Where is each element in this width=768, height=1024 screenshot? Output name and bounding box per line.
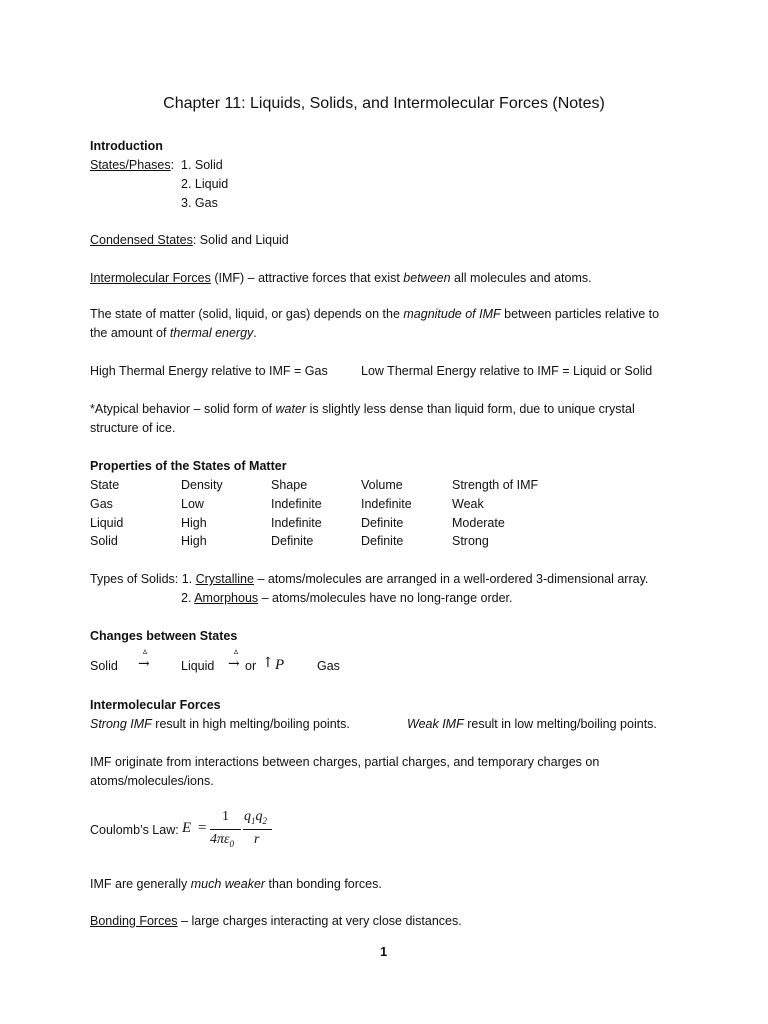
table-header-shape: Shape [271, 478, 308, 492]
bonding-forces-text: – large charges interacting at very close distances. [177, 914, 462, 928]
bonding-forces-term: Bonding Forces [90, 914, 178, 928]
solids-amorphous-term: Amorphous [194, 591, 259, 605]
fraction-bar-2 [243, 829, 272, 830]
imf-def-text: (IMF) – attractive forces that exist [210, 271, 404, 285]
strong-imf-emph: Strong IMF [90, 717, 152, 731]
origin-line2: atoms/molecules/ions. [90, 774, 214, 788]
fraction-bar-1 [210, 829, 241, 830]
table-cell: Indefinite [271, 516, 322, 530]
coulomb-E: E [182, 820, 192, 836]
table-header-density: Density [181, 478, 223, 492]
atypical-line2: structure of ice. [90, 421, 176, 435]
change-or-label: or [245, 659, 257, 673]
imf-definition [90, 270, 592, 286]
imf-weaker-line [90, 876, 382, 892]
weak-imf-line [407, 716, 657, 732]
solids-amorphous-desc: – atoms/molecules have no long-range order. [258, 591, 513, 605]
bonding-forces-line [90, 913, 462, 929]
thermal-low: Low Thermal Energy relative to IMF = Liquid or Solid [361, 364, 653, 378]
coulomb-den1-sub: 0 [229, 838, 235, 849]
atypical-text-b: is slightly less dense than liquid form, due to unique crystal [306, 402, 635, 416]
table-cell: Moderate [452, 516, 505, 530]
state-matter-text: The state of matter (solid, liquid, or gas) depends on the [90, 307, 404, 321]
coulomb-q2: q [255, 809, 263, 824]
imf-weaker-emph: much weaker [190, 877, 266, 891]
coulomb-den1-text: 4πε [210, 832, 230, 847]
state-matter-line2 [90, 325, 257, 341]
table-cell: Solid [90, 534, 118, 548]
coulomb-q1-sub: 1 [251, 815, 256, 826]
page-number: 1 [380, 944, 388, 959]
state-item-gas: 3. Gas [181, 196, 218, 210]
coulomb-q1: q [244, 809, 251, 824]
states-phases-colon: : [170, 158, 175, 172]
table-cell: Indefinite [271, 497, 322, 511]
strong-imf-text: result in high melting/boiling points. [151, 717, 350, 731]
delta-symbol-2: Δ [234, 650, 239, 656]
state-matter-emph-2: thermal energy [169, 326, 254, 340]
table-cell: Definite [361, 516, 404, 530]
solids-prefix: Types of Solids: 1. [90, 572, 196, 586]
condensed-states-line [90, 232, 289, 248]
solids-line1 [90, 571, 648, 587]
solids-line2 [181, 590, 512, 606]
solids-crystalline-term: Crystalline [195, 572, 254, 586]
table-cell: Definite [271, 534, 314, 548]
states-phases-label [90, 157, 174, 173]
condensed-states-text: : Solid and Liquid [192, 233, 289, 247]
table-cell: Definite [361, 534, 404, 548]
table-header-state: State [90, 478, 120, 492]
weak-imf-text: result in low melting/boiling points. [463, 717, 657, 731]
table-cell: Liquid [90, 516, 124, 530]
atypical-text: *Atypical behavior – solid form of [90, 402, 276, 416]
change-solid-label: Solid [90, 659, 118, 673]
imf-term: Intermolecular Forces [90, 271, 211, 285]
page-title: Chapter 11: Liquids, Solids, and Intermolecular Forces (Notes) [163, 95, 605, 112]
strong-imf-line [90, 716, 350, 732]
state-item-liquid: 2. Liquid [181, 177, 229, 191]
condensed-states-term: Condensed States [90, 233, 193, 247]
imf-weaker-text-b: than bonding forces. [265, 877, 382, 891]
change-gas-label: Gas [317, 659, 340, 673]
table-cell: Gas [90, 497, 113, 511]
table-cell: Strong [452, 534, 489, 548]
weak-imf-emph: Weak IMF [407, 717, 464, 731]
section-heading-properties: Properties of the States of Matter [90, 459, 287, 473]
state-matter-emph: magnitude of IMF [403, 307, 501, 321]
coulomb-label: Coulomb’s Law: [90, 823, 179, 837]
up-arrow-icon: ↑ [262, 655, 274, 671]
origin-line1: IMF originate from interactions between charges, partial charges, and temporary charges on [90, 755, 600, 769]
coulomb-denominator-2: r [254, 832, 260, 847]
solids-crystalline-desc: – atoms/molecules are arranged in a well-ordered 3-dimensional array. [253, 572, 649, 586]
table-header-strength: Strength of IMF [452, 478, 539, 492]
section-heading-imf: Intermolecular Forces [90, 698, 221, 712]
coulomb-equals: = [198, 820, 207, 836]
atypical-emph: water [275, 402, 307, 416]
table-header-volume: Volume [361, 478, 403, 492]
states-phases-term: States/Phases [90, 158, 171, 172]
solids-prefix-2: 2. [181, 591, 195, 605]
state-matter-period: . [253, 326, 257, 340]
coulomb-denominator-1 [210, 832, 234, 852]
imf-def-emph: between [403, 271, 451, 285]
change-liquid-label: Liquid [181, 659, 215, 673]
pressure-symbol: P [275, 657, 285, 673]
table-cell: High [181, 516, 207, 530]
delta-symbol-1: Δ [143, 650, 148, 656]
section-heading-changes: Changes between States [90, 629, 238, 643]
coulomb-q2-sub: 2 [262, 815, 267, 826]
atypical-line1 [90, 401, 635, 417]
state-matter-text-b: between particles relative to [500, 307, 660, 321]
table-cell: High [181, 534, 207, 548]
state-matter-text-2: the amount of [90, 326, 170, 340]
table-cell: Low [181, 497, 204, 511]
coulomb-numerator-1: 1 [222, 809, 229, 824]
table-cell: Indefinite [361, 497, 412, 511]
right-arrow-icon: → [138, 656, 150, 672]
thermal-high: High Thermal Energy relative to IMF = Gas [90, 364, 328, 378]
imf-def-end: all molecules and atoms. [450, 271, 592, 285]
right-arrow-icon: → [228, 656, 240, 672]
table-cell: Weak [452, 497, 484, 511]
imf-weaker-text: IMF are generally [90, 877, 191, 891]
state-item-solid: 1. Solid [181, 158, 223, 172]
section-heading-introduction: Introduction [90, 139, 163, 153]
coulomb-numerator-2 [244, 809, 267, 829]
state-matter-line1 [90, 306, 659, 322]
